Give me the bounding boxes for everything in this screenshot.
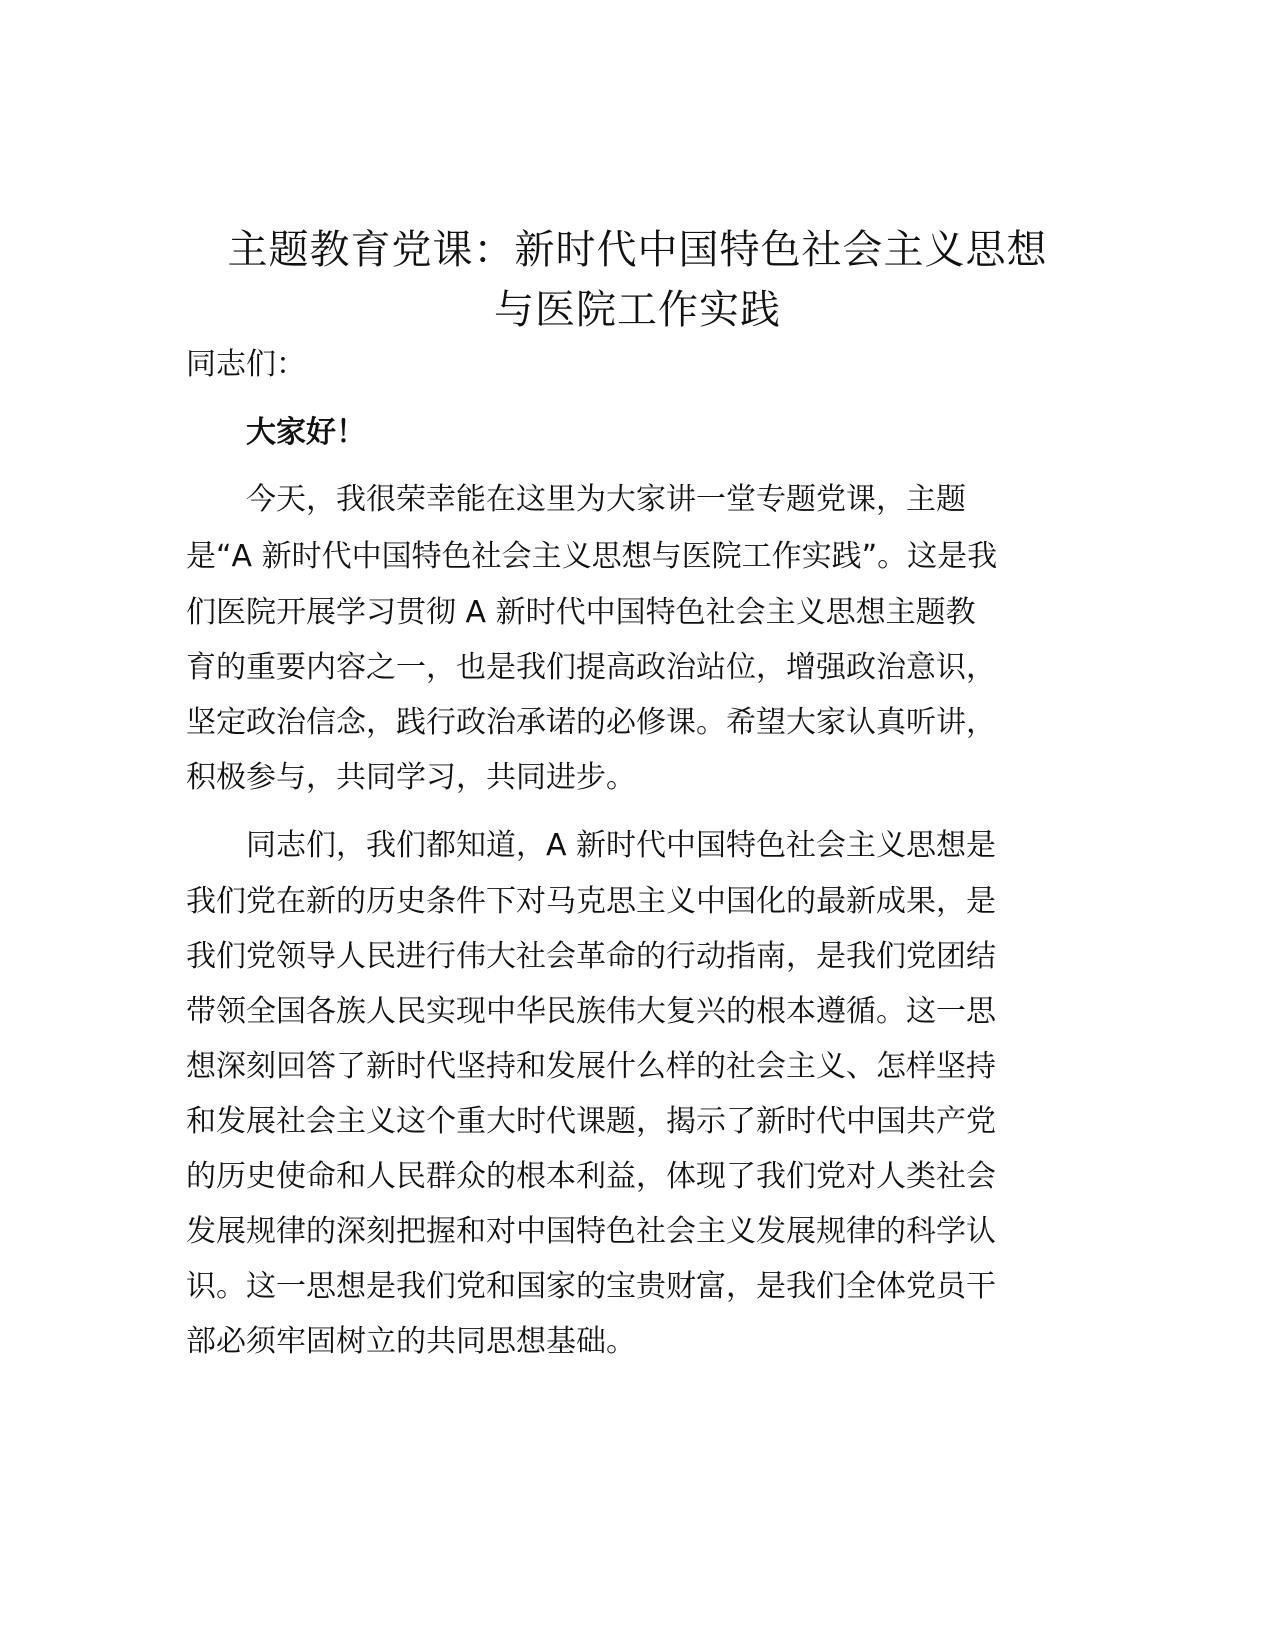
document-title-line-1: 主题教育党课：新时代中国特色社会主义思想 (227, 227, 1048, 273)
paragraph-line: 和发展社会主义这个重大时代课题，揭示了新时代中国共产党 (186, 1104, 996, 1139)
paragraph-line: 育的重要内容之一，也是我们提高政治站位，增强政治意识， (186, 650, 996, 685)
paragraph-line: 我们党领导人民进行伟大社会革命的行动指南，是我们党团结 (186, 939, 996, 974)
paragraph-line: 们医院开展学习贯彻 A 新时代中国特色社会主义思想主题教 (186, 595, 976, 630)
paragraph-line: 坚定政治信念，践行政治承诺的必修课。希望大家认真听讲， (186, 705, 996, 740)
paragraph-line: 同志们，我们都知道，A 新时代中国特色社会主义思想是 (246, 828, 997, 863)
paragraph-line: 我们党在新的历史条件下对马克思主义中国化的最新成果，是 (186, 884, 996, 919)
greeting: 大家好！ (246, 415, 366, 450)
paragraph-line: 识。这一思想是我们党和国家的宝贵财富，是我们全体党员干 (186, 1269, 996, 1304)
paragraph-line: 是“A 新时代中国特色社会主义思想与医院工作实践”。这是我 (186, 539, 998, 574)
document-title-line-2: 与医院工作实践 (494, 287, 781, 333)
paragraph-line: 发展规律的深刻把握和对中国特色社会主义发展规律的科学认 (186, 1214, 996, 1249)
paragraph-line: 今天，我很荣幸能在这里为大家讲一堂专题党课，主题 (246, 482, 966, 517)
paragraph-line: 积极参与，共同学习，共同进步。 (186, 760, 636, 795)
paragraph-line: 带领全国各族人民实现中华民族伟大复兴的根本遵循。这一思 (186, 994, 996, 1029)
salutation: 同志们： (186, 347, 306, 382)
paragraph-line: 想深刻回答了新时代坚持和发展什么样的社会主义、怎样坚持 (186, 1049, 996, 1084)
paragraph-line: 的历史使命和人民群众的根本利益，体现了我们党对人类社会 (186, 1159, 996, 1194)
paragraph-line: 部必须牢固树立的共同思想基础。 (186, 1324, 636, 1359)
